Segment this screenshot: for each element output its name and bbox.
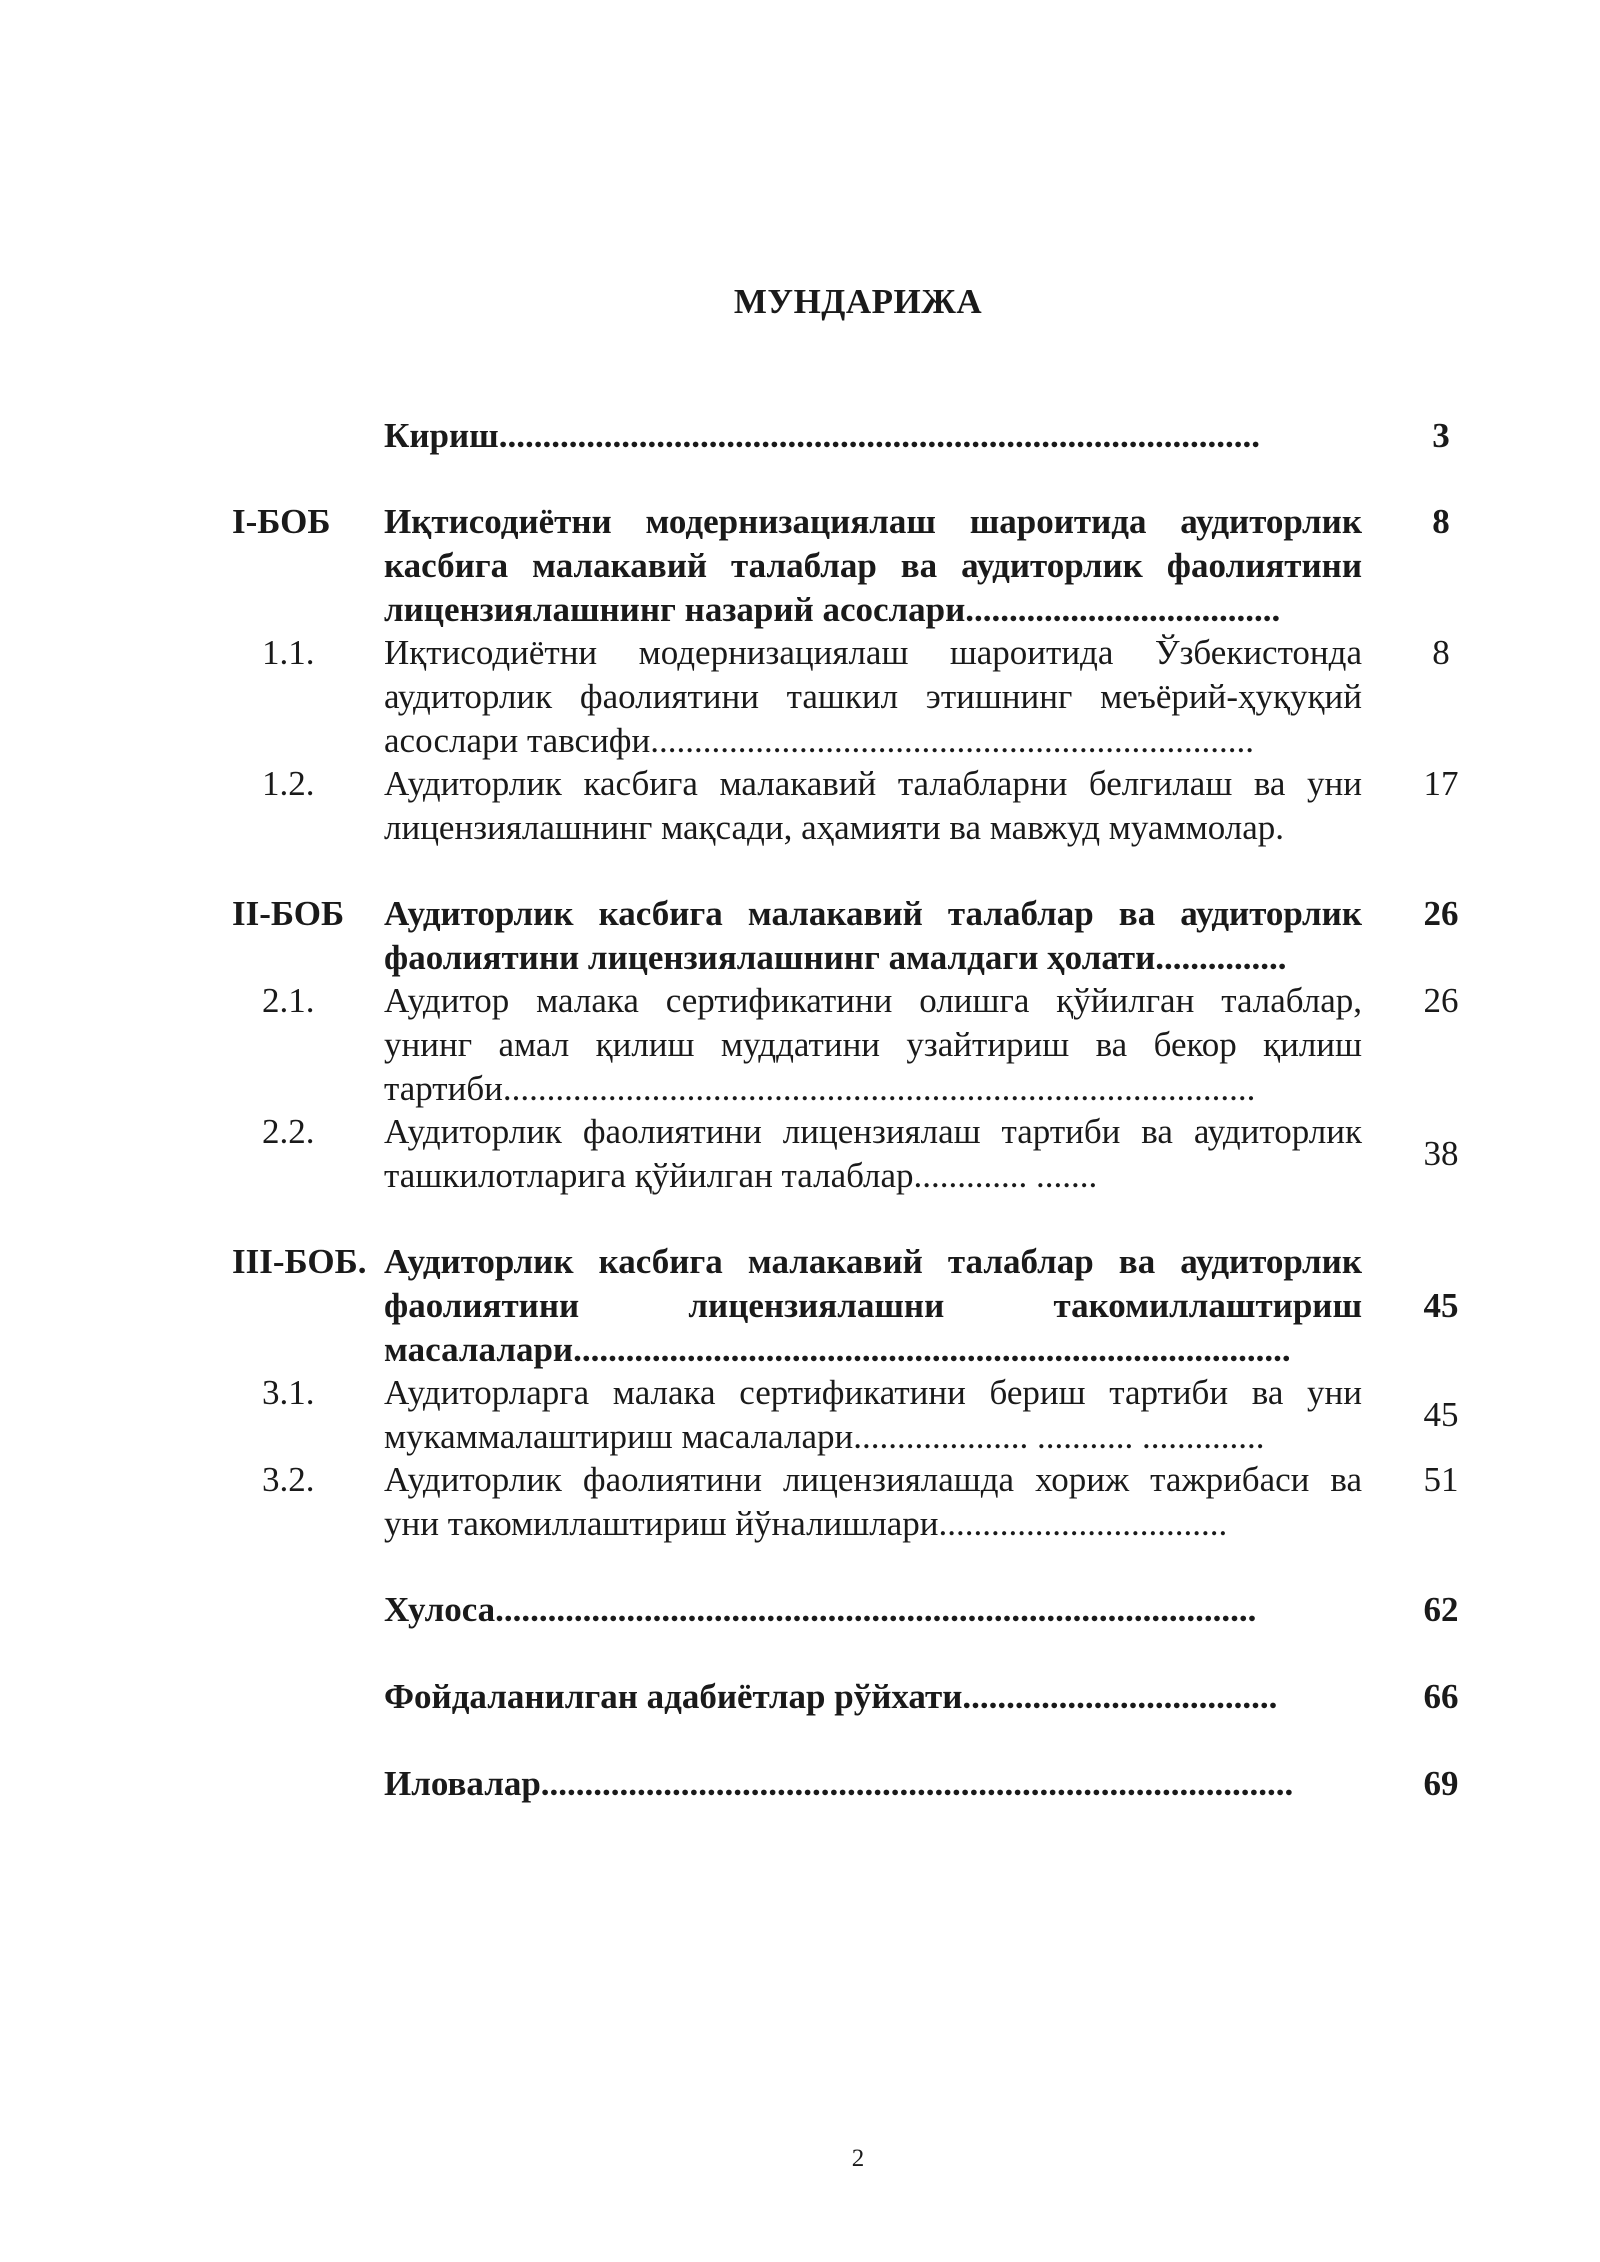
toc-entry-label: II-БОБ bbox=[232, 894, 345, 933]
footer-page-number: 2 bbox=[851, 2145, 865, 2172]
toc-entry-page: 38 bbox=[1423, 1134, 1459, 1173]
toc-entry-page: 62 bbox=[1423, 1590, 1459, 1629]
toc-entry-label: III-БОБ. bbox=[232, 1242, 367, 1281]
toc-entry-text: Иқтисодиётни модернизациялаш шароитида Ўзбекистонда аудиторлик фаолиятини ташкил этишнинг меъёрий-ҳуқуқий асослари тавсифи..................................................................... bbox=[384, 633, 1362, 760]
toc-entry-label: 2.2. bbox=[262, 1112, 315, 1151]
toc-entry-label: 3.2. bbox=[262, 1460, 315, 1499]
toc-entry-text: Хулоса....................................................................................... bbox=[384, 1590, 1257, 1629]
toc-entry-text: Аудиторлик касбига малакавий талаблар ва аудиторлик фаолиятини лицензиялашни такомиллаштириш масалалари.................................................................................. bbox=[384, 1242, 1362, 1369]
toc-entry-text: Аудитор малака сертификатини олишга қўйилган талаблар, унинг амал қилиш муддатини узайтириш ва бекор қилиш тартиби...................................................................................... bbox=[384, 981, 1362, 1108]
toc-entry-page: 45 bbox=[1423, 1395, 1459, 1434]
toc-entry-text: Фойдаланилган адабиётлар рўйхати.................................... bbox=[384, 1677, 1278, 1716]
toc-entry-text: Иқтисодиётни модернизациялаш шароитида аудиторлик касбига малакавий талаблар ва аудиторлик фаолиятини лицензиялашнинг назарий асослари.................................... bbox=[384, 502, 1362, 629]
toc-entry-page: 51 bbox=[1423, 1460, 1459, 1499]
toc-entry-label: 1.1. bbox=[262, 633, 315, 672]
toc-entry-page: 17 bbox=[1423, 764, 1459, 803]
toc-entry-page: 8 bbox=[1432, 502, 1450, 541]
toc-entry-page: 3 bbox=[1432, 416, 1450, 455]
toc-entry-page: 26 bbox=[1423, 894, 1459, 933]
toc-entry-page: 66 bbox=[1423, 1677, 1459, 1716]
toc-entry-text: Аудиторлик касбига малакавий талабларни белгилаш ва уни лицензиялашнинг мақсади, аҳамияти ва мавжуд муаммолар. bbox=[384, 764, 1362, 847]
toc-entry-label: 1.2. bbox=[262, 764, 315, 803]
toc-entry-text: Аудиторлик касбига малакавий талаблар ва аудиторлик фаолиятини лицензиялашнинг амалдаги ҳолати............... bbox=[384, 894, 1362, 977]
toc-entry-page: 26 bbox=[1423, 981, 1459, 1020]
toc-entry-text: Аудиторларга малака сертификатини бериш тартиби ва уни мукаммалаштириш масалалари.................... ........... .............. bbox=[384, 1373, 1362, 1456]
toc-entry-label: 2.1. bbox=[262, 981, 315, 1020]
toc-entry-text: Аудиторлик фаолиятини лицензиялашда хориж тажрибаси ва уни такомиллаштириш йўналишлари................................. bbox=[384, 1460, 1362, 1543]
toc-entry-page: 8 bbox=[1432, 633, 1450, 672]
toc-entry-page: 69 bbox=[1423, 1764, 1459, 1803]
toc-entry-label: I-БОБ bbox=[232, 502, 331, 541]
toc-entry-label: 3.1. bbox=[262, 1373, 315, 1412]
toc-entry-text: Кириш....................................................................................... bbox=[384, 416, 1260, 455]
toc-entry-page: 45 bbox=[1423, 1286, 1459, 1325]
toc-entry-text: Аудиторлик фаолиятини лицензиялаш тартиби ва аудиторлик ташкилотларига қўйилган талаблар............. ....... bbox=[384, 1112, 1362, 1195]
toc-entry-text: Иловалар...................................................................................... bbox=[384, 1764, 1294, 1803]
page-title: МУНДАРИЖА bbox=[733, 282, 983, 321]
